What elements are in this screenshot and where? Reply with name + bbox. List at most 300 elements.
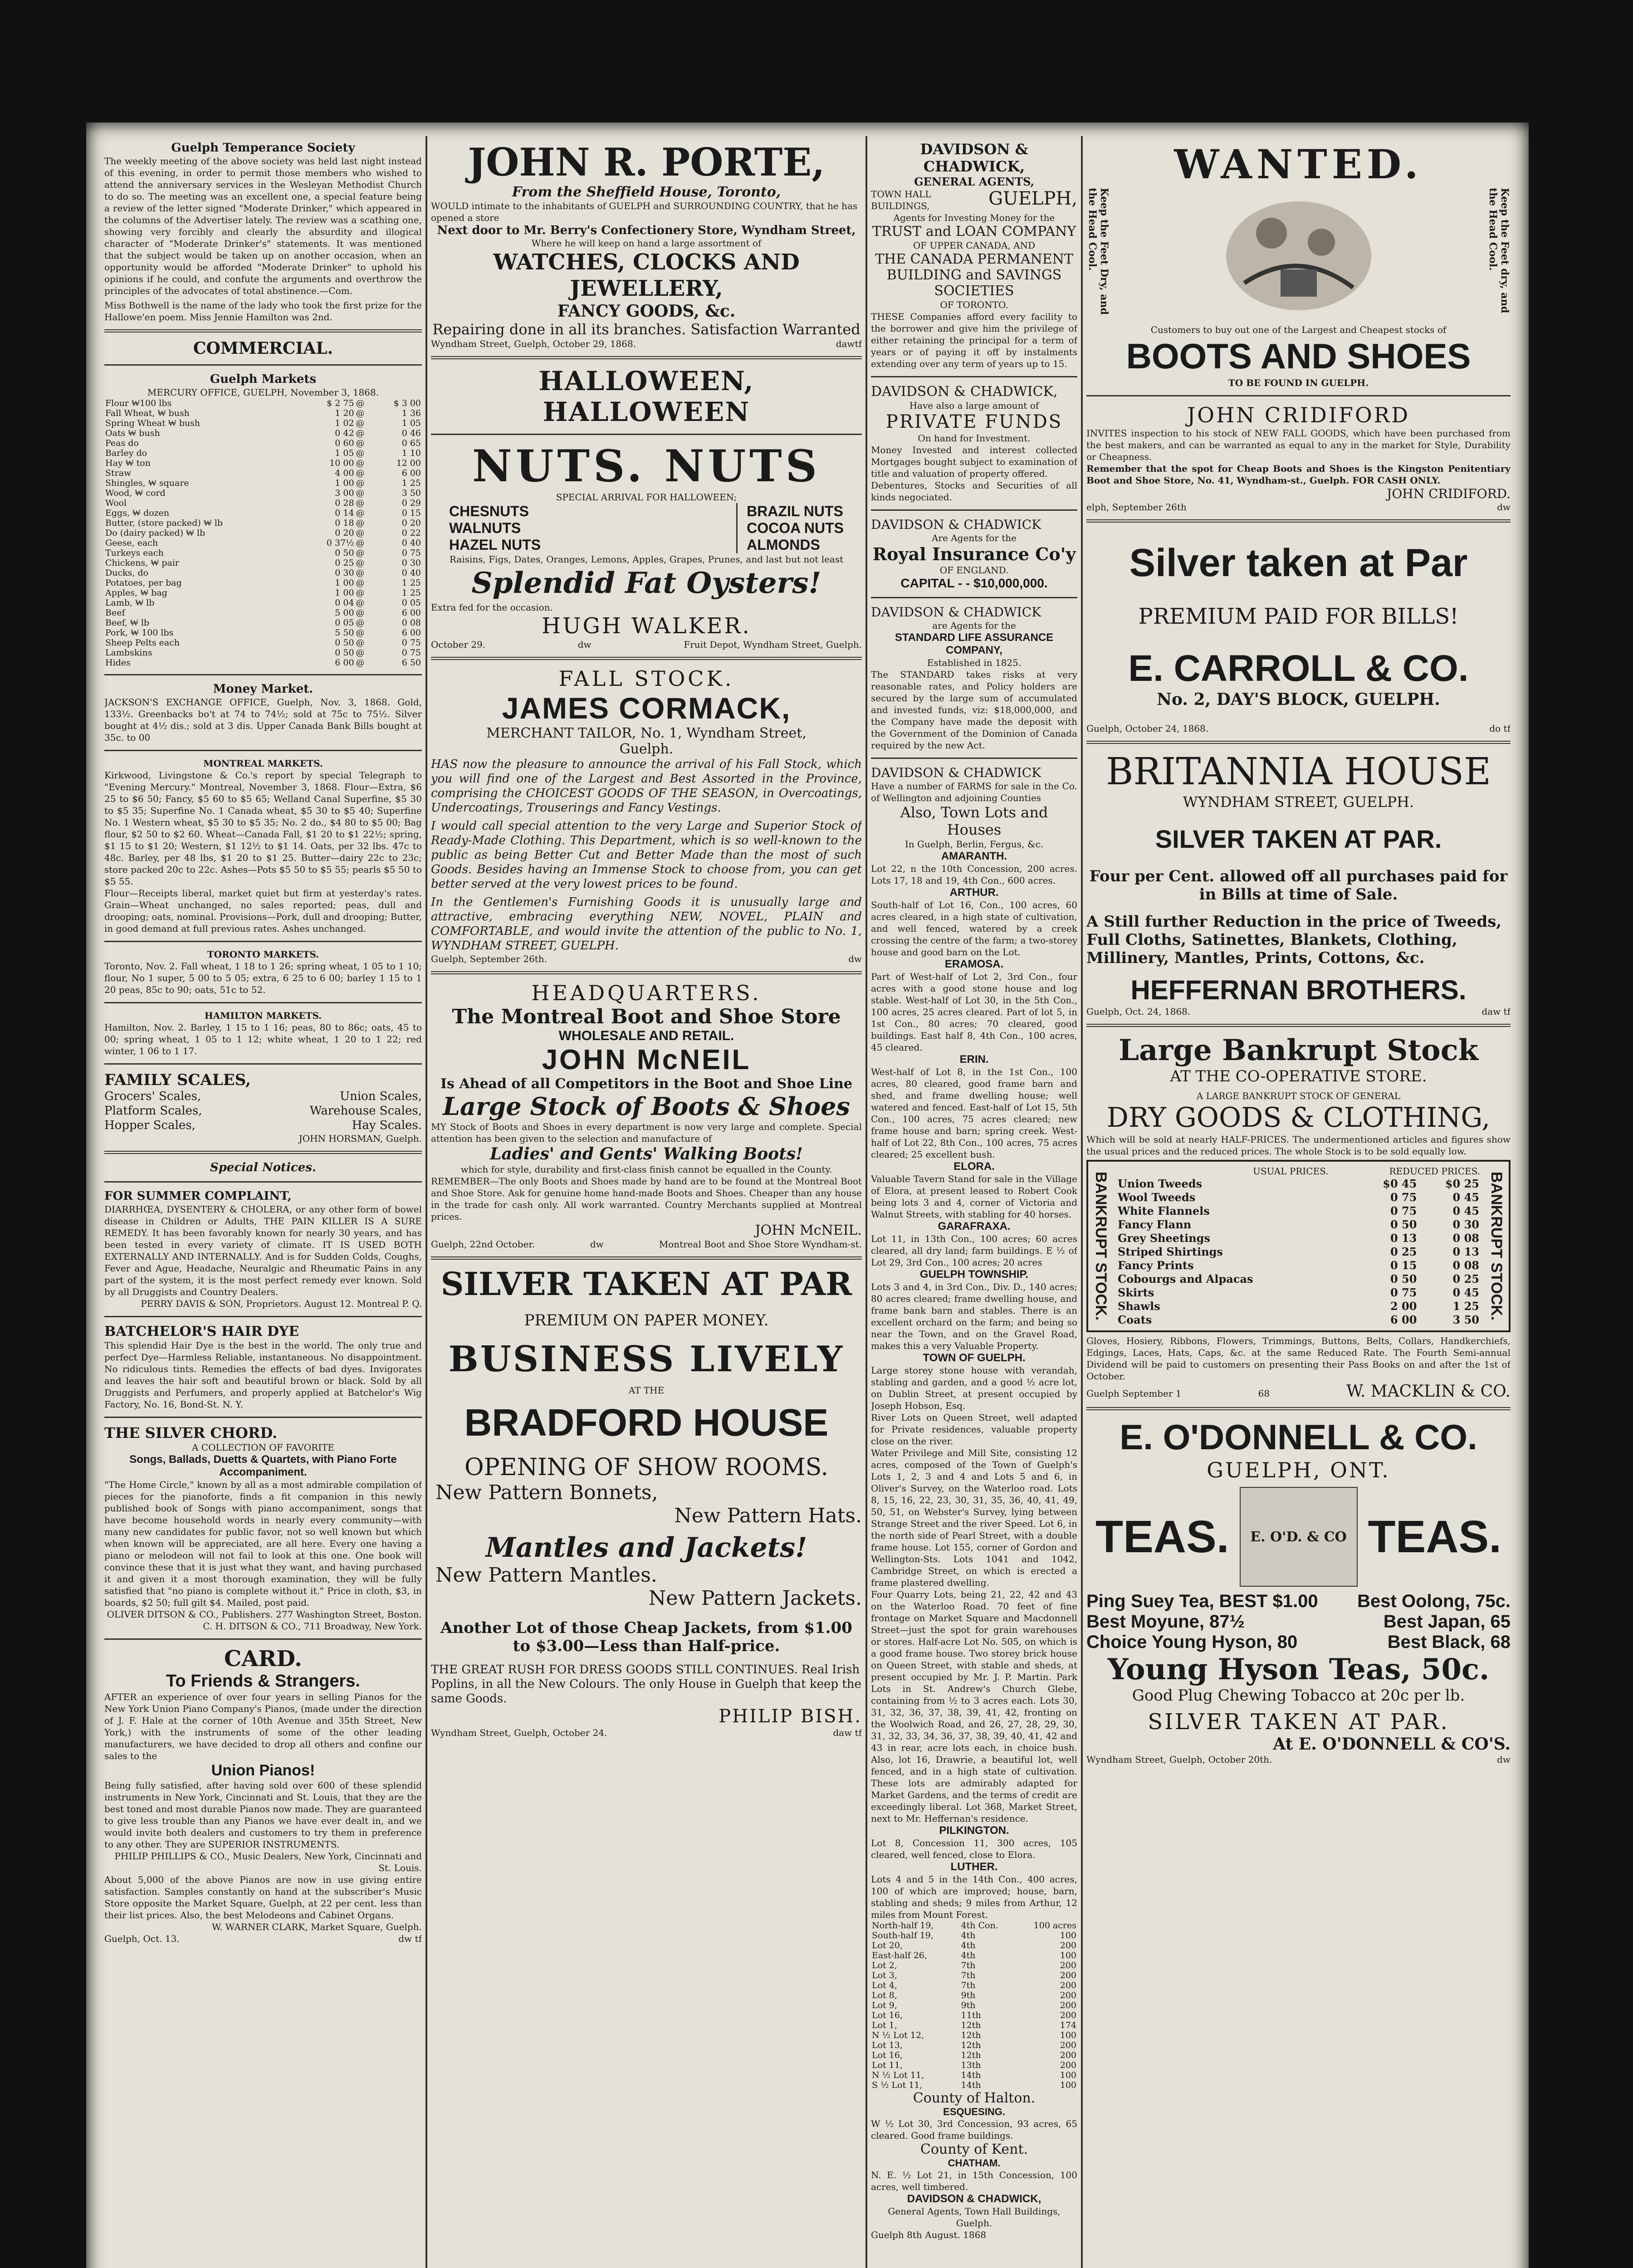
market-item: Ducks, do xyxy=(105,568,149,578)
arthur: ARTHUR. xyxy=(949,886,999,899)
price-item: Coats xyxy=(1118,1313,1152,1326)
lot-acres: 100 xyxy=(1060,1950,1076,1960)
wanted-right-motto: Keep the Feet dry, and the Head Cool. xyxy=(1487,188,1511,313)
market-high: 1 05 xyxy=(401,418,421,428)
tea-left: Choice Young Hyson, 80 xyxy=(1086,1632,1298,1652)
cridiford-sign: JOHN CRIDIFORD. xyxy=(1387,486,1511,501)
cherubs-illustration-icon xyxy=(1217,192,1380,319)
halloween: HALLOWEEN, HALLOWEEN xyxy=(538,366,754,427)
lot-con: 12th xyxy=(961,2030,981,2040)
guelph-markets-office: MERCURY OFFICE, GUELPH, November 3, 1868. xyxy=(147,387,379,398)
large-bankrupt-stock: Large Bankrupt Stock xyxy=(1119,1033,1478,1067)
table-row xyxy=(104,598,422,608)
market-low: 5 00 xyxy=(335,608,354,618)
silver-chord-sub2: Songs, Ballads, Duetts & Quartets, with Piano Forte Accompaniment. xyxy=(129,1453,397,1478)
market-item: Peas do xyxy=(105,438,139,448)
market-low: 0 14 xyxy=(335,508,354,518)
elora: ELORA. xyxy=(953,1160,995,1173)
table-row xyxy=(871,2050,1077,2060)
market-at: @ xyxy=(356,488,365,498)
dc-agents-for: Are Agents for the xyxy=(932,533,1017,543)
market-high: 3 50 xyxy=(401,488,421,498)
market-at: @ xyxy=(356,508,365,518)
carroll-date: Guelph, October 24, 1868. xyxy=(1086,723,1209,734)
dry-goods: DRY GOODS & CLOTHING, xyxy=(1106,1102,1491,1134)
table-row xyxy=(1117,1191,1480,1204)
market-low: 0 37½ xyxy=(326,538,354,548)
market-at: @ xyxy=(356,498,365,508)
usual-price: 0 13 xyxy=(1390,1232,1417,1245)
lot-name: North-half 19, xyxy=(872,1921,934,1931)
heffernan-dw: daw tf xyxy=(1481,1006,1511,1017)
luther-lots-table xyxy=(871,1921,1077,2090)
lot-acres: 200 xyxy=(1060,2050,1076,2060)
table-row xyxy=(104,438,422,448)
guelph-township: GUELPH TOWNSHIP. xyxy=(919,1268,1029,1281)
market-item: Spring Wheat ₩ bush xyxy=(105,418,200,428)
on-hand: On hand for Investment. xyxy=(918,433,1031,444)
dc-sub: GENERAL AGENTS, xyxy=(914,175,1034,188)
table-row xyxy=(104,578,422,588)
porte-body: WOULD intimate to the inhabitants of GUELPH and SURROUNDING COUNTRY, that he has opened a store xyxy=(431,200,858,223)
market-low: 0 20 xyxy=(335,528,354,538)
price-item: Union Tweeds xyxy=(1118,1177,1203,1190)
dc-4: DAVIDSON & CHADWICK xyxy=(871,605,1041,620)
standard-life: STANDARD LIFE ASSURANCE COMPANY, xyxy=(895,631,1054,656)
lot-acres: 200 xyxy=(1060,1941,1076,1950)
market-at: @ xyxy=(356,568,365,578)
market-high: 12 00 xyxy=(396,458,421,468)
porte-dw: dawtf xyxy=(836,338,862,349)
table-row xyxy=(104,458,422,468)
market-low: 0 50 xyxy=(335,648,354,658)
market-at: @ xyxy=(356,628,365,638)
table-row xyxy=(104,628,422,638)
money-invested: Money Invested and interest collected Mortgages bought subject to examination of title and valuation of property offered. xyxy=(871,445,1077,479)
usual-price: 0 75 xyxy=(1390,1286,1417,1299)
lot-acres: 200 xyxy=(1060,2000,1076,2010)
market-at: @ xyxy=(356,458,365,468)
market-item: Lamb, ₩ lb xyxy=(105,598,155,608)
scales-row xyxy=(104,1104,422,1118)
toronto-markets-title: TORONTO MARKETS. xyxy=(207,949,319,960)
price-item: Striped Shirtings xyxy=(1118,1245,1223,1258)
dc-title: DAVIDSON & CHADWICK, xyxy=(920,141,1028,175)
township-body: Lots 3 and 4, in 3rd Con., Div. D., 140 acres; 80 acres cleared; frame dwelling house, and frame bank barn and stables. There is an excellent orchard on the farm; and being so near the Town, and on the Gravel Road, makes this a very Valuable Property. xyxy=(871,1281,1077,1351)
table-row xyxy=(871,1990,1077,2000)
lot-name: Lot 9, xyxy=(872,2000,897,2010)
guelph-markets-title: Guelph Markets xyxy=(210,372,317,386)
lot-acres: 200 xyxy=(1060,1980,1076,1990)
market-low: 0 28 xyxy=(335,498,354,508)
esquesing-body: W ½ Lot 30, 3rd Concession, 93 acres, 65 cleared. Good frame buildings. xyxy=(871,2118,1077,2141)
market-high: 6 00 xyxy=(401,628,421,638)
headquarters: HEADQUARTERS. xyxy=(531,981,762,1005)
premium-paper: PREMIUM ON PAPER MONEY. xyxy=(524,1311,769,1330)
porte-title: JOHN R. PORTE, xyxy=(468,141,825,185)
market-high: 0 75 xyxy=(401,648,421,658)
heffernan-brothers: HEFFERNAN BROTHERS. xyxy=(1130,975,1467,1005)
quarry-lots: Four Quarry Lots, being 21, 22, 42 and 43 on the Waterloo Road. 70 feet of fine frontage on Market Square and Macdonnell Street—just the spot for grain warehouses or stores. Half-acre Lot No. 505, on which is a good frame house. Two storey brick house on Queen Street, with stable and sheds, at present occupied by Mr. J. P. Martin. Park Lots in St. Andrew's Church Glebe, containing from ½ to 3 acres each. Lots 30, 31, 32, 36, 37, 38, 39, 41, 42, fronting on the Woolwich Road, and 26, 27, 28, 29, 30, 31, 32, 33, 34, 36, 37, 38, 39, 40, 41, 42 and 43 in rear, acre lots each, in choice bush. Also, lot 16, Drawrie, a beautiful lot, well fenced, and in a high state of cultivation. These lots are admirably adapted for Market Gardens, and the terms of credit are exceedingly liberal. Lot 368, Market Street, next to Mr. Heffernan's residence. xyxy=(871,1589,1077,1824)
table-row xyxy=(104,568,422,578)
county-halton: County of Halton. xyxy=(913,2090,1036,2106)
reduced-price: 1 25 xyxy=(1452,1300,1479,1313)
temperance-title: Guelph Temperance Society xyxy=(171,141,355,155)
cridiford-body: INVITES inspection to his stock of NEW FALL GOODS, which have been purchased from the best makers, and can be warranted as equal to any in the market for Style, Durability or Cheapness. xyxy=(1086,428,1511,462)
price-item: Cobourgs and Alpacas xyxy=(1118,1272,1253,1286)
market-high: 0 40 xyxy=(401,538,421,548)
mcneil-addr: Montreal Boot and Shoe Store Wyndham-st. xyxy=(659,1239,862,1250)
silver-chord-title: THE SILVER CHORD. xyxy=(104,1424,278,1442)
market-high: 0 46 xyxy=(401,428,421,438)
market-item: Pork, ₩ 100 lbs xyxy=(105,628,174,638)
market-low: 0 25 xyxy=(335,558,354,568)
wanted-title: WANTED. xyxy=(1174,141,1423,188)
table-row xyxy=(104,658,422,668)
market-low: 0 50 xyxy=(335,638,354,648)
scales-row xyxy=(104,1118,422,1133)
toronto-markets-body: Toronto, Nov. 2. Fall wheat, 1 18 to 1 26; spring wheat, 1 05 to 1 10; flour, No 1 super, 5 00 to 5 05; extra, 6 25 to 6 00; barley 1 15 to 1 20 peas, 85c to 90; oats, 51c to 52. xyxy=(104,961,422,995)
plug-tobacco: Good Plug Chewing Tobacco at 20c per lb. xyxy=(1132,1686,1465,1705)
usual-price: 0 75 xyxy=(1390,1191,1417,1204)
price-table-wrap xyxy=(1110,1165,1487,1327)
cormack-dw: dw xyxy=(848,953,862,964)
odonnell-box: E. O'D. & CO xyxy=(1240,1487,1358,1587)
nuts-right xyxy=(736,503,844,553)
lot-con: 14th xyxy=(961,2070,981,2080)
lot-acres: 100 xyxy=(1060,2080,1076,2090)
large-stock-boots: Large Stock of Boots & Shoes xyxy=(443,1092,850,1121)
lot-name: Lot 1, xyxy=(872,2020,897,2030)
cormack-body2: I would call special attention to the very Large and Superior Stock of Ready-Made Clothing. This Department, which is so well-known to the public as being Better Cut and Better Made than the most of such Goods. Besides having an Immense Stock to choose from, you can get better served at the very lowest prices to be found. xyxy=(431,819,862,891)
garafraxa-body: Lot 11, in 13th Con., 100 acres; 60 acres cleared, all dry land; farm buildings. E ½ of Lot 29, 3rd Con., 100 acres; 20 acres xyxy=(871,1233,1077,1268)
lot-con: 4th xyxy=(961,1950,976,1960)
market-item: Beef xyxy=(105,608,125,618)
market-item: Eggs, ₩ dozen xyxy=(105,508,170,518)
market-item: Hay ₩ ton xyxy=(105,458,151,468)
table-row xyxy=(104,448,422,458)
business-lively: BUSINESS LIVELY xyxy=(448,1339,845,1380)
price-table xyxy=(1117,1177,1480,1327)
market-at: @ xyxy=(356,608,365,618)
luther-body: Lots 4 and 5 in the 14th Con., 400 acres, 100 of which are improved; house, barn, stabling and sheds; 9 miles from Arthur, 12 miles from Mount Forest. xyxy=(871,1874,1077,1920)
of-england: OF ENGLAND. xyxy=(939,565,1009,576)
table-row xyxy=(104,618,422,628)
cridiford-dw: dw xyxy=(1497,502,1511,513)
dc-agents: Agents for Investing Money for the xyxy=(893,212,1055,223)
lot-con: 13th xyxy=(961,2060,981,2070)
market-item: Shingles, ₩ square xyxy=(105,478,189,488)
at-odonnell: At E. O'DONNELL & CO'S. xyxy=(1273,1735,1511,1754)
hugh-walker: HUGH WALKER. xyxy=(542,613,751,639)
debentures: Debentures, Stocks and Securities of all kinds negociated. xyxy=(871,480,1077,503)
tea-left: Best Moyune, 87½ xyxy=(1086,1612,1245,1632)
lot-name: N ½ Lot 11, xyxy=(872,2070,924,2080)
table-row xyxy=(1117,1177,1480,1191)
hamilton-markets-title: HAMILTON MARKETS. xyxy=(204,1010,322,1021)
table-row xyxy=(104,408,422,418)
young-hyson: Young Hyson Teas, 50c. xyxy=(1107,1652,1490,1686)
hats: New Pattern Hats. xyxy=(674,1504,862,1527)
bradford-house: BRADFORD HOUSE xyxy=(464,1401,829,1444)
lot-con: 4th Con. xyxy=(961,1921,998,1931)
nut-item: COCOA NUTS xyxy=(747,520,844,536)
walker-date: October 29. xyxy=(431,639,486,650)
market-item: Flour ₩100 lbs xyxy=(105,398,172,408)
table-row xyxy=(871,2060,1077,2070)
silver-taken-par-2: SILVER TAKEN AT PAR. xyxy=(1155,825,1442,853)
town-of-guelph: TOWN OF GUELPH. xyxy=(923,1352,1026,1364)
market-high: 0 40 xyxy=(401,568,421,578)
table-row xyxy=(871,1941,1077,1950)
mantles-jackets: Mantles and Jackets! xyxy=(485,1532,807,1564)
table-row xyxy=(1117,1300,1480,1313)
reduced-price: 3 50 xyxy=(1452,1313,1479,1326)
bankrupt-side-right: BANKRUPT STOCK. xyxy=(1488,1171,1505,1321)
table-row xyxy=(871,1950,1077,1960)
market-low: 0 60 xyxy=(335,438,354,448)
elora-body: Valuable Tavern Stand for sale in the Village of Elora, at present leased to Robert Cook being lots 3 and 4, corner of Victoria and Walnut Streets, with stabling for 40 horses. xyxy=(871,1173,1077,1220)
price-item: Wool Tweeds xyxy=(1118,1191,1196,1204)
table-row xyxy=(871,2080,1077,2090)
tea-right: Best Japan, 65 xyxy=(1383,1612,1511,1632)
market-at: @ xyxy=(356,598,365,608)
table-row xyxy=(1117,1232,1480,1245)
market-high: 0 75 xyxy=(401,548,421,558)
nut-item: HAZEL NUTS xyxy=(449,537,541,553)
cridiford-remember: Remember that the spot for Cheap Boots and Shoes is the Kingston Penitentiary Boot and Shoe Store, No. 41, Wyndham-st., Guelph. FOR CASH ONLY. xyxy=(1086,463,1511,486)
market-at: @ xyxy=(356,578,365,588)
dry-goods-sub: Which will be sold at nearly HALF-PRICES. The undermentioned articles and figures show the usual prices and the reduced prices. The whole Stock is to be sold equally low. xyxy=(1086,1134,1511,1157)
usual-price: 6 00 xyxy=(1390,1313,1417,1326)
column-rule xyxy=(425,136,427,2268)
table-row xyxy=(1117,1245,1480,1259)
arthur-body: South-half of Lot 16, Con., 100 acres, 60 acres cleared, in a high state of cultivation, and well fenced, watered by a creek crossing the centre of the farm; a two-storey house and good barn on the Lot. xyxy=(871,899,1077,958)
market-item: Wool xyxy=(105,498,127,508)
lot-acres: 200 xyxy=(1060,1990,1076,2000)
lot-con: 7th xyxy=(961,1970,976,1980)
price-box xyxy=(1086,1160,1511,1332)
family-scales-title: FAMILY SCALES, xyxy=(104,1071,251,1089)
teas-left: TEAS. xyxy=(1095,1511,1229,1562)
lot-acres: 200 xyxy=(1060,2040,1076,2050)
summer-complaint-head: FOR SUMMER COMPLAINT, xyxy=(104,1189,292,1203)
table-row xyxy=(1117,1218,1480,1232)
reduced-price: 0 45 xyxy=(1452,1286,1479,1299)
scales-sign: JOHN HORSMAN, Guelph. xyxy=(298,1133,422,1144)
bankrupt-side-left: BANKRUPT STOCK. xyxy=(1092,1171,1110,1321)
dc-guelph: GUELPH, xyxy=(988,188,1077,209)
nut-item: WALNUTS xyxy=(449,520,521,536)
mcneil-remember: REMEMBER—The only Boots and Shoes made by hand are to be found at the Montreal Boot and Shoe Store. Ask for genuine home hand-made Boots and Shoes. Cheaper than any house in the trade for cash only. All work warranted. Country Merchants supplied at Montreal prices. xyxy=(431,1176,862,1222)
cheap-jackets: Another Lot of those Cheap Jackets, from $1.00 to $3.00—Less than Half-price. xyxy=(440,1619,852,1655)
erin: ERIN. xyxy=(959,1053,989,1066)
table-row xyxy=(104,638,422,648)
market-low: 1 00 xyxy=(335,578,354,588)
lot-con: 7th xyxy=(961,1980,976,1990)
table-row xyxy=(871,2040,1077,2050)
table-row xyxy=(104,498,422,508)
nuts-list xyxy=(431,503,862,553)
market-item: Fall Wheat, ₩ bush xyxy=(105,408,190,418)
opening-show-rooms: OPENING OF SHOW ROOMS. xyxy=(464,1454,828,1481)
table-row xyxy=(871,2000,1077,2010)
scales-list xyxy=(104,1089,422,1133)
nuts-title: NUTS. NUTS xyxy=(472,440,821,492)
market-high: 1 36 xyxy=(401,408,421,418)
market-item: Lambskins xyxy=(105,648,152,658)
britannia-house: BRITANNIA HOUSE xyxy=(1106,750,1491,793)
market-at: @ xyxy=(356,448,365,458)
fall-stock: FALL STOCK. xyxy=(558,666,734,691)
lot-acres: 100 xyxy=(1060,2030,1076,2040)
column-1 xyxy=(104,141,422,2268)
britannia-sub: WYNDHAM STREET, GUELPH. xyxy=(1183,793,1414,811)
table-row xyxy=(104,648,422,658)
bish-date: Wyndham Street, Guelph, October 24. xyxy=(431,1727,607,1738)
market-low: 1 00 xyxy=(335,478,354,488)
market-at: @ xyxy=(356,648,365,658)
oysters: Splendid Fat Oysters! xyxy=(471,566,821,600)
teas-banner xyxy=(1086,1482,1511,1591)
card-sign2: W. WARNER CLARK, Market Square, Guelph. xyxy=(212,1921,422,1932)
tea-row xyxy=(1086,1591,1511,1612)
table-row xyxy=(871,1980,1077,1990)
reduced-price: $0 25 xyxy=(1445,1177,1479,1190)
table-row xyxy=(1117,1313,1480,1327)
luther: LUTHER. xyxy=(950,1861,998,1873)
eramosa: ERAMOSA. xyxy=(944,958,1004,970)
lot-acres: 100 acres xyxy=(1033,1921,1076,1931)
dc-sign: DAVIDSON & CHADWICK, xyxy=(907,2193,1041,2205)
summer-complaint-body: DIARRHŒA, DYSENTERY & CHOLERA, or any other form of bowel disease in Children or Adults, THE PAIN KILLER IS A SURE REMEDY. It has been favorably known for nearly 30 years, and has been tested in every variety of climate. IT IS USED BOTH EXTERNALLY AND INTERNALLY. And is for Sudden Colds, Coughs, Fever and Ague, Headache, Neuralgic and Rheumatic Pains in any part of the system, it is the most perfect remedy ever known. Sold by all Druggists and Country Dealers. xyxy=(104,1204,422,1297)
market-at: @ xyxy=(356,418,365,428)
nuts-left xyxy=(449,503,541,553)
market-at: @ xyxy=(356,528,365,538)
e-carroll: E. CARROLL & CO. xyxy=(1128,648,1469,689)
lot-con: 4th xyxy=(961,1931,976,1941)
market-low: 0 30 xyxy=(335,568,354,578)
nut-item: BRAZIL NUTS xyxy=(747,503,843,519)
summer-complaint-sign: PERRY DAVIS & SON, Proprietors. August 12. Montreal P. Q. xyxy=(141,1298,422,1309)
market-high: 6 50 xyxy=(401,658,421,668)
usual-price: 0 15 xyxy=(1390,1259,1417,1272)
lot-name: Lot 13, xyxy=(872,2040,903,2050)
money-market-title: Money Market. xyxy=(213,682,313,696)
temperance-body: The weekly meeting of the above society was held last night instead of this evening, in order to permit those members who wished to attend the anniversary services in the Wesleyan Methodist Church to do so. The meeting was an excellent one, a special feature being a review of the letter signed "Moderate Drinker," which appeared in the columns of the Advertiser lately. The review was a scathing one, showing very forcibly and clearly the absurdity and illogical character of "Moderate Drinker's" statements. It was mentioned that the subject would be taken up on another occasion, when an opportunity would be afforded "Moderate Drinker" to uphold his opinions if he could, and confute the arguments and overthrow the principles of the advocates of total abstinence.—Com. xyxy=(104,156,422,296)
usual-price: 0 50 xyxy=(1390,1218,1417,1231)
commercial-heading: COMMERCIAL. xyxy=(193,339,333,358)
market-high: 0 75 xyxy=(401,638,421,648)
column-4 xyxy=(1086,141,1511,2268)
erin-body: West-half of Lot 8, in the 1st Con., 100 acres, 80 cleared, good frame barn and shed, and frame dwelling house; well watered and fenced. East-half of Lot 15, 5th Con., 100 acres, 75 acres cleared; new frame house and barn; spring creek. West-half of Lot 22, 8th Con., 100 acres, 75 acres cleared; 25 excellent bush. xyxy=(871,1066,1077,1160)
market-low: 1 05 xyxy=(335,448,354,458)
market-low: 0 42 xyxy=(335,428,354,438)
table-row xyxy=(871,2020,1077,2030)
tea-right: Best Black, 68 xyxy=(1387,1632,1511,1652)
special-notices-title: Special Notices. xyxy=(210,1161,317,1174)
market-high: 0 15 xyxy=(401,508,421,518)
price-item: White Flannels xyxy=(1118,1204,1210,1217)
market-at: @ xyxy=(356,398,365,408)
market-at: @ xyxy=(356,428,365,438)
lot-con: 7th xyxy=(961,1960,976,1970)
table-row xyxy=(871,1931,1077,1941)
scale-item: Union Scales, xyxy=(340,1090,422,1103)
card-sign: PHILIP PHILLIPS & CO., Music Dealers, New York, Cincinnati and St. Louis. xyxy=(114,1851,422,1873)
scale-item: Platform Scales, xyxy=(104,1104,202,1118)
garafraxa: GARAFRAXA. xyxy=(938,1220,1011,1232)
market-at: @ xyxy=(356,478,365,488)
market-item: Butter, (store packed) ₩ lb xyxy=(105,518,223,528)
market-low: 0 18 xyxy=(335,518,354,528)
odonnell-dw: dw xyxy=(1497,1754,1511,1765)
lot-con: 11th xyxy=(961,2010,981,2020)
market-item: Potatoes, per bag xyxy=(105,578,182,588)
market-item: Barley do xyxy=(105,448,147,458)
scale-item: Hopper Scales, xyxy=(104,1119,196,1132)
lot-name: Lot 8, xyxy=(872,1990,897,2000)
market-item: Geese, each xyxy=(105,538,158,548)
porte-repair: Repairing done in all its branches. Satisfaction Warranted xyxy=(432,321,861,338)
mcneil-body2: which for style, durability and first-class finish cannot be equalled in the County. xyxy=(460,1164,832,1175)
market-at: @ xyxy=(356,548,365,558)
hamilton-markets-body: Hamilton, Nov. 2. Barley, 1 15 to 1 16; peas, 80 to 86c; oats, 45 to 00; spring wheat, 1 05 to 1 12; white wheat, 1 20 to 1 22; red winter, 1 06 to 1 17. xyxy=(104,1022,422,1056)
reduced-header: REDUCED PRICES. xyxy=(1389,1166,1480,1177)
dc-date: Guelph 8th August. 1868 xyxy=(871,2229,987,2240)
nut-item: CHESNUTS xyxy=(449,503,529,519)
county-kent: County of Kent. xyxy=(920,2141,1028,2157)
price-headers xyxy=(1117,1165,1480,1177)
market-item: Turkeys each xyxy=(105,548,164,558)
price-item: Grey Sheetings xyxy=(1118,1232,1210,1245)
usual-price: 0 75 xyxy=(1390,1204,1417,1217)
card-body3: About 5,000 of the above Pianos are now in use giving entire satisfaction. Samples constantly on hand at the subscriber's Music Store opposite the Market Square, Guelph, at 22 per cent. less than their list prices. Also, the best Melodeons and Cabinet Organs. xyxy=(104,1874,422,1921)
column-rule xyxy=(865,136,867,2268)
lot-name: Lot 20, xyxy=(872,1941,903,1950)
nut-item: ALMONDS xyxy=(747,537,820,553)
of-toronto: OF TORONTO. xyxy=(940,299,1008,310)
market-at: @ xyxy=(356,588,365,598)
lot-con: 9th xyxy=(961,1990,976,2000)
customers: Customers to buy out one of the Largest and Cheapest stocks of xyxy=(1150,324,1447,335)
silver-par: SILVER TAKEN AT PAR xyxy=(440,1265,852,1303)
mcneil-body: MY Stock of Boots and Shoes in every department is now very large and complete. Special attention has been given to the selection and manufacture of xyxy=(431,1121,862,1144)
standard-body: The STANDARD takes risks at very reasonable rates, and Policy holders are secured by the large sum of accumulated and invested funds, viz: $18,000,000, and the Company have made the deposit with the Government of the Dominion of Canada required by the new Act. xyxy=(871,669,1077,751)
dc-agents-for2: are Agents for the xyxy=(932,620,1016,631)
table-row xyxy=(104,418,422,428)
market-high: 0 22 xyxy=(401,528,421,538)
market-low: 1 02 xyxy=(335,418,354,428)
market-low: 6 00 xyxy=(335,658,354,668)
usual-price: 2 00 xyxy=(1390,1300,1417,1313)
co-op-store: AT THE CO-OPERATIVE STORE. xyxy=(1170,1067,1427,1085)
carroll-sub: No. 2, DAY'S BLOCK, GUELPH. xyxy=(1157,690,1440,709)
lot-acres: 100 xyxy=(1060,1931,1076,1941)
dc-2: DAVIDSON & CHADWICK, xyxy=(871,384,1058,400)
market-low: 0 05 xyxy=(335,618,354,628)
bonnets: New Pattern Bonnets, xyxy=(435,1481,658,1504)
market-item: Sheep Pelts each xyxy=(105,638,180,648)
amaranth-body: Lot 22, n the 10th Concession, 200 acres. Lots 17, 18 and 19, 4th Con., 600 acres. xyxy=(871,863,1077,886)
market-high: 1 25 xyxy=(401,478,421,488)
dc-sign2: General Agents, Town Hall Buildings, Guelph. xyxy=(888,2206,1061,2229)
john-cridiford: JOHN CRIDIFORD xyxy=(1187,403,1410,427)
lot-con: 9th xyxy=(961,2000,976,2010)
reduced-price: 0 08 xyxy=(1452,1259,1479,1272)
column-rule xyxy=(1081,136,1083,2268)
reduced-price: 0 25 xyxy=(1452,1272,1479,1286)
